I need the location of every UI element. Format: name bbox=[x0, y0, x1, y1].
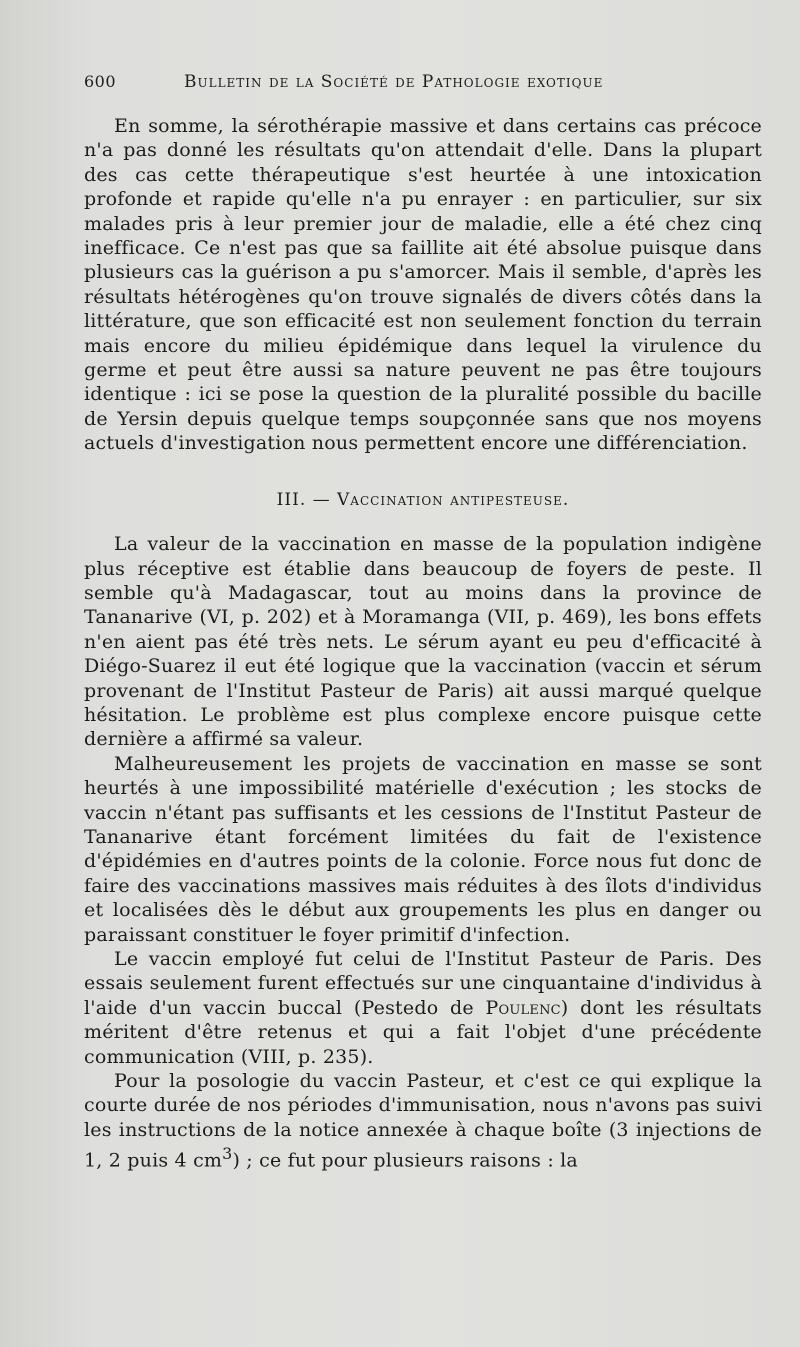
paragraph-text: ) ; ce fut pour plusieurs raisons : la bbox=[232, 1149, 578, 1172]
paragraph: En somme, la sérothérapie massive et dans certains cas précoce n'a pas donné les résultats qu'on attendait d'elle. Dans la plupart des cas cette thérapeutique s'est heurtée à une intoxication profonde et rapide qu'elle n'a pu enrayer : en particulier, sur six malades pris à leur premier jour de maladie, elle a été chez cinq inefficace. Ce n'est pas que sa faillite ait été absolue puisque dans plusieurs cas la guérison a pu s'amorcer. Mais il semble, d'après les résultats hétérogènes qu'on trouve signalés de divers côtés dans la littérature, que son efficacité est non seulement fonction du terrain mais encore du milieu épidémique dans lequel la virulence du germe et peut être aussi sa nature peuvent ne pas être toujours identique : ici se pose la question de la pluralité possible du bacille de Yersin depuis quelque temps soupçonnée sans que nos moyens actuels d'investigation nous permettent encore une différenciation. bbox=[84, 115, 762, 455]
paragraph bbox=[84, 1069, 762, 1173]
running-title: Bulletin de la Société de Pathologie exotique bbox=[184, 72, 604, 92]
paragraph: La valeur de la vaccination en masse de la population indigène plus réceptive est établie dans beaucoup de foyers de peste. Il semble qu'à Madagascar, tout au moins dans la province de Tananarive (VI, p. 202) et à Moramanga (VII, p. 469), les bons effets n'en aient pas été très nets. Le sérum ayant eu peu d'efficacité à Diégo-Suarez il eut été logique que la vaccination (vaccin et sérum provenant de l'Institut Pasteur de Paris) ait aussi marqué quelque hésitation. Le problème est plus complexe encore puisque cette dernière a affirmé sa valeur. bbox=[84, 533, 762, 751]
paragraph bbox=[84, 947, 762, 1069]
page-header bbox=[84, 72, 762, 92]
author-name: Poulenc bbox=[485, 996, 561, 1019]
paragraph: Malheureusement les projets de vaccination en masse se sont heurtés à une impossibilité matérielle d'exécution ; les stocks de vaccin n'étant pas suffisants et les cessions de l'Institut Pasteur de Tananarive étant forcément limitées du fait de l'existence d'épidémies en d'autres points de la colonie. Force nous fut donc de faire des vaccinations massives mais réduites à des îlots d'individus et localisées dès le début aux groupements les plus en danger ou paraissant constituer le foyer primitif d'infection. bbox=[84, 752, 762, 946]
page-number: 600 bbox=[84, 72, 117, 91]
paragraph-text: Le vaccin employé fut celui de l'Institut Pasteur de Paris. Des essais seulement furent effectués sur une cinquantaine d'individus à l'aide d'un vaccin buccal (Pestedo de bbox=[84, 948, 762, 1019]
section-heading: III. — Vaccination antipesteuse. bbox=[276, 489, 570, 510]
article-body bbox=[84, 114, 762, 1173]
paragraph-text: ) dont les résultats méritent d'être retenus et qui a fait l'objet d'une précédente communication (VIII, p. 235). bbox=[84, 996, 762, 1068]
superscript: 3 bbox=[222, 1144, 233, 1164]
paragraph-text: Pour la posologie du vaccin Pasteur, et c'est ce qui explique la courte durée de nos périodes d'immunisation, nous n'avons pas suivi les instructions de la notice annexée à chaque boîte (3 injections de 1, 2 puis 4 cm bbox=[84, 1070, 762, 1172]
